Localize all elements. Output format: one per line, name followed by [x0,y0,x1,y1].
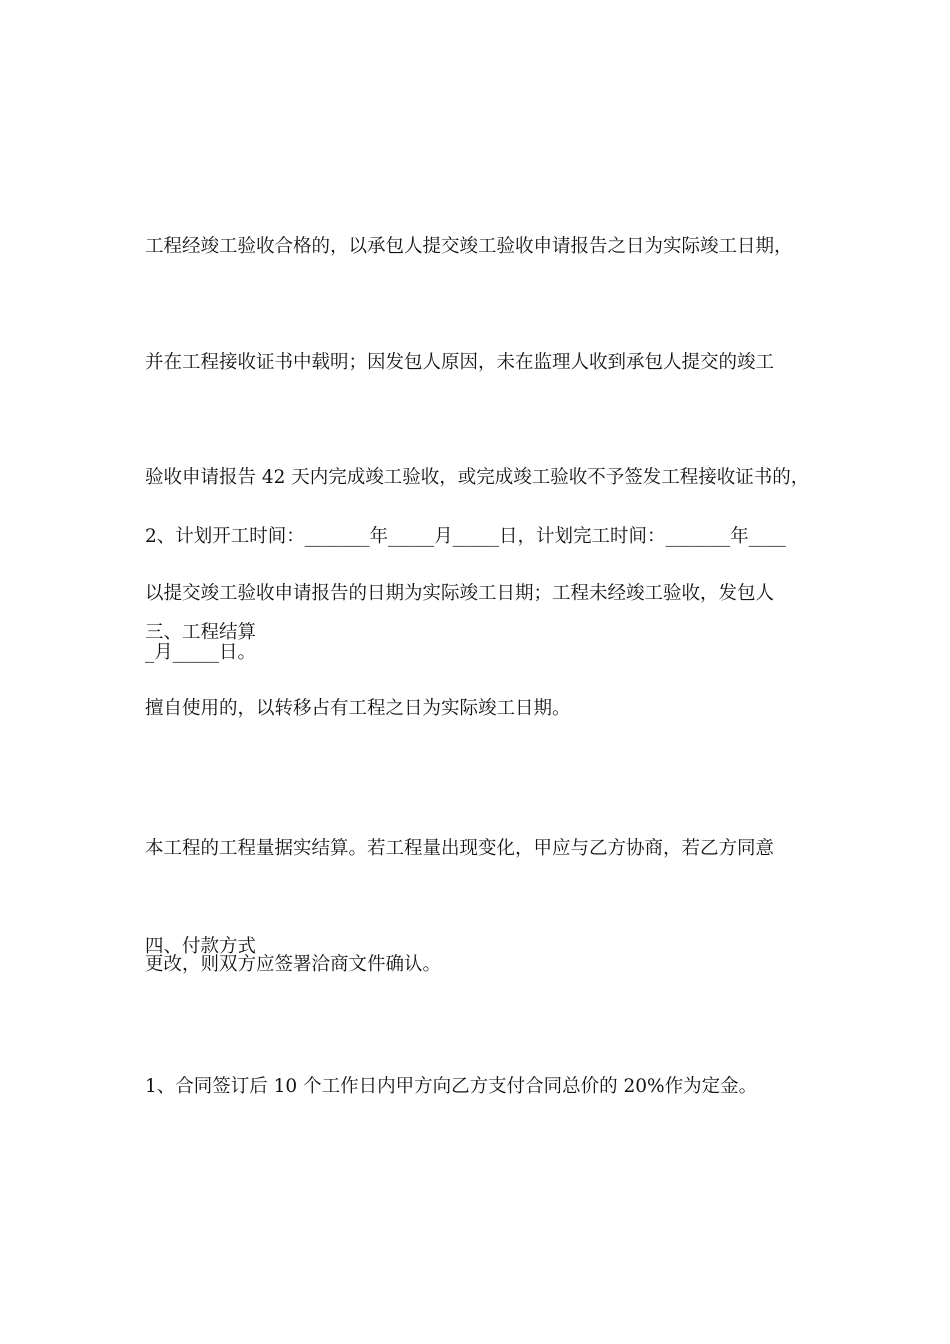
section-heading-payment: 四、付款方式 [145,936,257,957]
paragraph-line: _月_____日。 [145,641,257,663]
paragraph-line: 更改，则双方应签署洽商文件确认。 [145,953,442,975]
paragraph-line: 2、计划开工时间：_______年_____月_____日，计划完工时间：_______年____ [145,526,786,547]
paragraph-line: 并在工程接收证书中载明；因发包人原因，未在监理人收到承包人提交的竣工 [145,351,775,373]
schedule-item [145,441,815,749]
paragraph-line: 本工程的工程量据实结算。若工程量出现变化，甲应与乙方协商，若乙方同意 [145,838,775,859]
payment-item-1: 1、合同签订后 10 个工作日内甲方向乙方支付合同总价的 20%作为定金。 [145,1076,758,1097]
paragraph-line: 验收申请报告 42 天内完成竣工验收，或完成竣工验收不予签发工程接收证书的， [145,467,810,488]
section-heading-settlement: 三、工程结算 [145,622,257,643]
paragraph-line: 以提交竣工验收申请报告的日期为实际竣工日期；工程未经竣工验收，发包人 [145,582,775,604]
paragraph-line: 擅自使用的，以转移占有工程之日为实际竣工日期。 [145,698,571,719]
paragraph-line: 工程经竣工验收合格的，以承包人提交竣工验收申请报告之日为实际竣工日期， [145,236,793,257]
settlement-paragraph [145,753,815,1061]
